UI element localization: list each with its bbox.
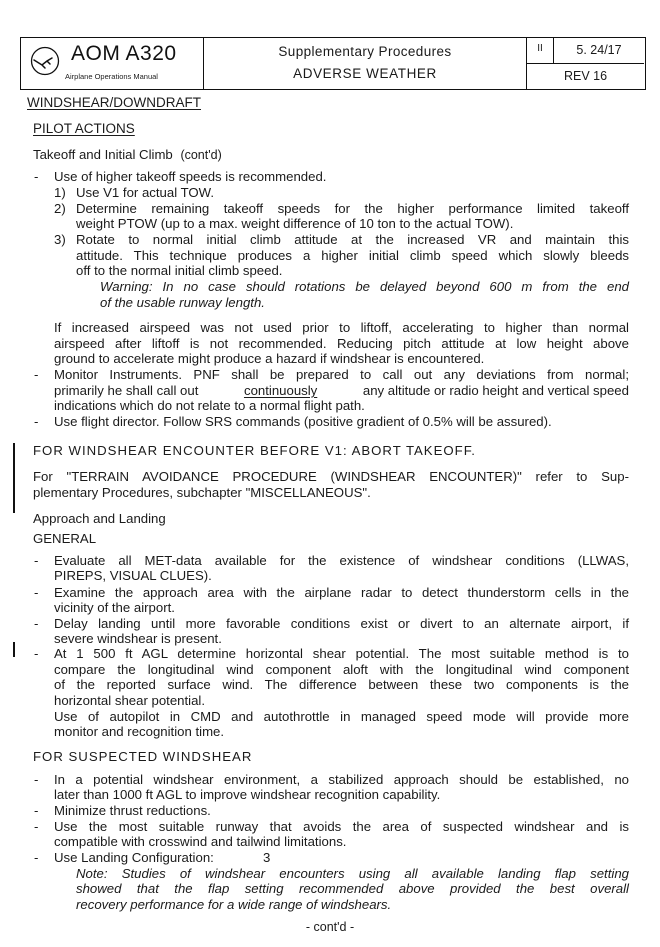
warning-line-2: of the usable runway length. [100,295,265,310]
shear-potential-line-4: horizontal shear potential. [54,693,206,708]
thrust-bullet: Minimize thrust reductions. [54,803,211,818]
manual-identity-cell [21,38,204,89]
revision-label: REV 16 [563,69,608,83]
step-3-line-2: attitude. This technique produces a higher initial climb speed which slowly bleeds [76,248,629,263]
note-line-1: Note: Studies of windshear encounters using all available landing flap setting [76,866,629,881]
step-1-number: 1) [54,185,66,200]
airspeed-paragraph-line-2: airspeed after liftoff is not recommended. Reducing pitch attitude at low height above [54,336,629,351]
general-heading: GENERAL [33,531,97,546]
manual-subtitle: Airplane Operations Manual [65,72,158,81]
abort-notice: FOR WINDSHEAR ENCOUNTER BEFORE V1: ABORT TAKEOFF. [33,443,476,458]
chapter-marker-cell [527,38,554,64]
takeoff-heading [33,147,222,162]
delay-landing-bullet-line-2: severe windshear is present. [54,631,222,646]
radar-bullet-line-1: Examine the approach area with the airplane radar to detect thunderstorm cells in the [54,585,629,600]
terrain-reference-line-1: For "TERRAIN AVOIDANCE PROCEDURE (WINDSHEAR ENCOUNTER)" refer to Sup- [33,469,629,484]
shear-potential-line-3: of the reported surface wind. The difference between these two components is the [54,677,629,692]
shear-potential-line-1: At 1 500 ft AGL determine horizontal shear potential. The most suitable method is to [54,646,629,661]
shear-potential-line-2: compare the longitudinal wind component aloft with the longitudinal wind component [54,662,629,677]
autopilot-line-1: Use of autopilot in CMD and autothrottle in managed speed mode will provide more [54,709,629,724]
continued-footer: - cont'd - [305,920,355,934]
bullet-dash: - [34,585,39,600]
landing-config-value: 3 [263,850,271,865]
sub-heading: PILOT ACTIONS [33,121,135,136]
step-1-text: Use V1 for actual TOW. [76,185,215,200]
takeoff-bullet-1: Use of higher takeoff speeds is recommended. [54,169,327,184]
note-line-2: showed that the flap setting recommended above provided the best overall [76,881,629,896]
takeoff-heading-text: Takeoff and Initial Climb [33,147,173,162]
approach-heading: Approach and Landing [33,511,166,526]
radar-bullet-line-2: vicinity of the airport. [54,600,175,615]
bullet-dash: - [34,367,39,382]
page-number: 5. 24/17 [576,43,622,57]
step-2-number: 2) [54,201,66,216]
monitor-bullet-line-1: Monitor Instruments. PNF shall be prepared to call out any deviations from normal; [54,367,629,382]
met-data-bullet-line-1: Evaluate all MET-data available for the existence of windshear conditions (LLWAS, [54,553,629,568]
monitor-bullet-line-3: indications which do not relate to a normal flight path. [54,398,365,413]
delay-landing-bullet-line-1: Delay landing until more favorable conditions exist or divert to an alternate airport, if [54,616,629,631]
page-number-cell [554,38,644,64]
step-3-number: 3) [54,232,66,247]
bullet-dash: - [34,646,39,661]
warning-line-1: Warning: In no case should rotations be delayed beyond 600 m from the end [100,279,629,294]
airspeed-paragraph-line-1: If increased airspeed was not used prior to liftoff, accelerating to higher than normal [54,320,629,335]
note-line-3: recovery performance for a wide range of windshears. [76,897,392,912]
step-2-line-1: Determine remaining takeoff speeds for the higher performance limited takeoff [76,201,629,216]
runway-bullet-line-2: compatible with crosswind and tailwind limitations. [54,834,347,849]
manual-title: AOM A320 [71,42,177,65]
bullet-dash: - [34,772,39,787]
monitor-bullet-suffix: any altitude or radio height and vertical speed [362,383,629,398]
takeoff-heading-suffix: (cont'd) [180,148,222,162]
bullet-dash: - [34,553,39,568]
bullet-dash: - [34,850,39,865]
bullet-dash: - [34,819,39,834]
monitor-bullet-emphasis: continuously [243,383,318,398]
bullet-dash: - [34,616,39,631]
runway-bullet-line-1: Use the most suitable runway that avoids the area of suspected windshear and is [54,819,629,834]
autopilot-line-2: monitor and recognition time. [54,724,225,739]
chapter-marker: II [537,43,543,54]
step-3-line-3: off to the normal initial climb speed. [76,263,283,278]
bullet-dash: - [34,414,39,429]
suspected-windshear-heading: FOR SUSPECTED WINDSHEAR [33,749,253,764]
revision-cell [527,64,644,89]
step-3-line-1: Rotate to normal initial climb attitude at the increased VR and maintain this [76,232,629,247]
bullet-dash: - [34,803,39,818]
met-data-bullet-line-2: PIREPS, VISUAL CLUES). [54,568,212,583]
revision-change-bar [13,642,15,657]
section-cell [204,38,527,89]
flight-director-bullet: Use flight director. Follow SRS commands (positive gradient of 0.5% will be assured). [54,414,552,429]
section-title: Supplementary Procedures [278,44,452,59]
landing-config-label: Use Landing Configuration: [54,850,214,865]
airspeed-paragraph-line-3: ground to accelerate might produce a hazard if windshear is encountered. [54,351,485,366]
revision-change-bar [13,443,15,513]
step-2-line-2: weight PTOW (up to a max. weight difference of 10 ton to the actual TOW). [76,216,514,231]
stabilized-approach-line-1: In a potential windshear environment, a stabilized approach should be established, no [54,772,629,787]
monitor-bullet-line-2 [54,383,629,398]
bullet-dash: - [34,169,39,184]
chapter-title: ADVERSE WEATHER [293,66,437,81]
monitor-bullet-prefix: primarily he shall call out [54,383,199,398]
stabilized-approach-line-2: later than 1000 ft AGL to improve windshear recognition capability. [54,787,441,802]
terrain-reference-line-2: plementary Procedures, subchapter "MISCELLANEOUS". [33,485,371,500]
crane-logo-icon [30,46,60,76]
main-heading: WINDSHEAR/DOWNDRAFT [27,95,201,110]
page-header [20,37,646,90]
